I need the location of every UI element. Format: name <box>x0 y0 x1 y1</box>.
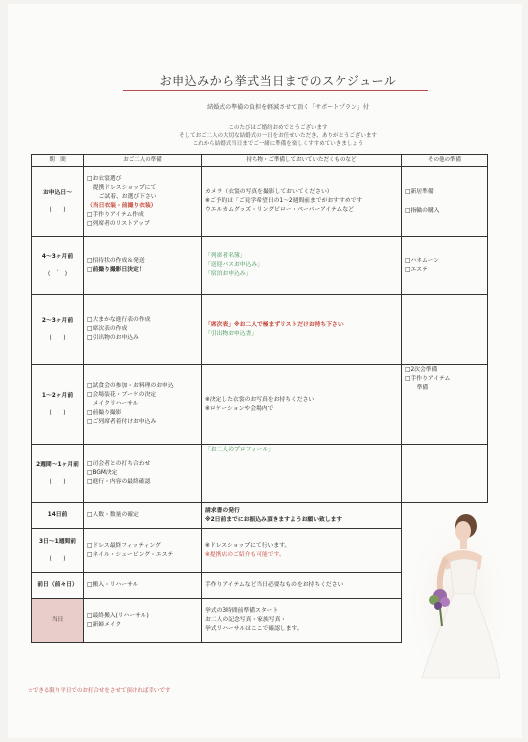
prep-item: □司会者との打ち合わせ <box>87 461 151 467</box>
items-line: ウエルカムグッズ・リングピロー・ペーパーアイテムなど <box>205 207 354 213</box>
title-underline <box>123 90 428 91</box>
period-date-blank: ( ) <box>49 478 66 485</box>
other-cell <box>402 365 488 445</box>
items-cell <box>202 167 402 237</box>
prep-item: □試食会の参加・お料理のお申込 <box>87 383 174 389</box>
prep-item: □搬入・リハーサル <box>87 582 139 588</box>
items-line: 挙式の3時間前準備スタート <box>205 608 279 614</box>
header-items: 持ち物・ご準備しておいていただくものなど <box>202 155 402 167</box>
period-label: 2週間～1ヶ月前 <box>36 461 79 468</box>
items-line: ※2日前までにお振込み頂きますようお願い致します <box>205 516 343 523</box>
period-label: 14日前 <box>47 512 68 518</box>
prep-item: □前撮り撮影日決定！ <box>87 266 145 273</box>
other-cell <box>402 295 488 365</box>
period-label: お申込日～ <box>43 189 72 196</box>
table-header-row <box>32 155 488 167</box>
other-cell <box>402 167 488 237</box>
prep-cell <box>84 445 202 503</box>
form-name: 「お二人のプロフィール」 <box>205 447 274 453</box>
intro-line: そしておご二人の大切な結婚式の一日をお任せいただき、ありがとうございます <box>179 133 377 139</box>
items-cell <box>202 445 402 503</box>
period-date-blank: ( ) <box>49 409 66 416</box>
items-line: お二人の記念写真・家族写真・ <box>205 617 287 623</box>
prep-item: □招待状の作成＆発送 <box>87 257 145 264</box>
prep-item: □前撮り撮影 <box>87 410 122 416</box>
period-cell <box>32 529 84 573</box>
period-cell <box>32 237 84 295</box>
items-line: ※ロケーションや会場内で <box>205 405 274 412</box>
prep-cell <box>84 573 202 599</box>
prep-item: □進行・内容の最終確認 <box>87 479 151 485</box>
other-cell <box>402 445 488 503</box>
items-cell <box>202 529 402 573</box>
period-date-blank: ( ) <box>49 555 66 562</box>
other-item: □2次会準備 <box>405 367 438 373</box>
prep-item: □大まかな進行表の作成 <box>87 317 151 323</box>
other-item: □手作りアイテム <box>405 376 451 382</box>
other-item: 準備 <box>405 385 429 391</box>
period-label: 当日 <box>51 617 64 623</box>
prep-item: □人数・数量の確定 <box>87 512 139 518</box>
table-row <box>32 445 488 503</box>
bride-illustration <box>408 500 508 680</box>
prep-item: □ドレス最終フィッティング <box>87 542 161 549</box>
footnote: ☆できる限り平日でのお打合せをさせて頂ければ幸いです <box>28 688 171 694</box>
prep-cell <box>84 237 202 295</box>
period-cell <box>32 167 84 237</box>
prep-item: □お衣裳選び <box>87 175 122 182</box>
table-row <box>32 237 488 295</box>
period-cell <box>32 503 84 529</box>
items-cell <box>202 599 402 643</box>
intro-text <box>128 124 428 148</box>
prep-item: メイクリハーサル <box>87 401 139 407</box>
other-item: □エステ <box>405 266 428 273</box>
prep-item-highlight: （当日衣装・前撮り衣装） <box>87 202 157 209</box>
period-cell <box>32 365 84 445</box>
prep-cell <box>84 503 202 529</box>
items-cell <box>202 237 402 295</box>
other-item: □指輪の購入 <box>405 207 440 214</box>
prep-cell <box>84 529 202 573</box>
period-cell <box>32 295 84 365</box>
items-line-highlight: ※提携店のご紹介も可能です。 <box>205 551 285 558</box>
period-date-blank: ( ´ ) <box>47 270 67 277</box>
other-cell <box>402 237 488 295</box>
prep-item: □引出物のお申込み <box>87 335 139 341</box>
prep-item: 提携ドレスショップにて <box>87 184 157 191</box>
period-label: 前日（前々日） <box>37 582 78 588</box>
period-cell <box>32 573 84 599</box>
form-name: 「宿泊お申込み」 <box>205 271 252 277</box>
items-cell <box>202 503 402 529</box>
period-cell-today <box>32 599 84 643</box>
page-title: お申込みから挙式当日までのスケジュール <box>159 74 397 88</box>
prep-item: ご試着、お選び下さい <box>87 193 157 200</box>
period-label: 2～3ヶ月前 <box>41 317 74 324</box>
items-line: 請求書の発行 <box>205 507 240 514</box>
items-cell <box>202 295 402 365</box>
form-name: 「送迎バスお申込み」 <box>205 262 263 268</box>
prep-cell <box>84 599 202 643</box>
items-cell <box>202 573 402 599</box>
header-period: 期 間 <box>32 155 84 167</box>
period-label: 4～3ヶ月前 <box>41 253 74 260</box>
period-date-blank: ( ) <box>49 334 66 341</box>
prep-cell <box>84 365 202 445</box>
prep-item: □最終搬入(リハーサル) <box>87 612 149 619</box>
prep-item: □新婦メイク <box>87 621 122 628</box>
items-line: ※ご予約は「ご見学希望日の1～2週間前までがおすすめです <box>205 198 363 204</box>
prep-cell <box>84 167 202 237</box>
page-subtitle: 結婚式の準備の負担を軽減させて頂く「サポートプラン」付 <box>207 104 369 111</box>
period-label: 1～2ヶ月前 <box>41 392 74 399</box>
items-line: ※ドレスショップにて行います。 <box>205 542 291 549</box>
prep-item: □ネイル・シェービング・エステ <box>87 551 174 558</box>
items-cell <box>202 365 402 445</box>
period-label: 3日～1週間前 <box>38 538 77 545</box>
prep-item: □BGM決定 <box>87 470 118 476</box>
items-line: カメラ（衣裳の写真を撮影しておいてください） <box>205 189 333 195</box>
items-line: 手作りアイテムなど当日必要なものをお持ちください <box>205 582 344 588</box>
table-row <box>32 295 488 365</box>
intro-line: これから結婚式当日までご一緒に準備を楽しくすすめていきましょう <box>192 141 364 147</box>
prep-item: □会場装花・ブーケの決定 <box>87 392 157 398</box>
items-line: 挙式リハーサルはここで確認します。 <box>205 626 303 632</box>
prep-item: □手作りアイテム作成 <box>87 211 144 218</box>
other-item: □ハネムーン <box>405 257 440 264</box>
prep-item: □ご列席者着付けお申込み <box>87 419 157 425</box>
other-item: □新居準備 <box>405 188 434 195</box>
table-row <box>32 167 488 237</box>
form-name-highlight: 「席次表」※お二人で極まずリストだけお持ち下さい <box>205 321 344 328</box>
prep-item: □席次表の作成 <box>87 326 128 332</box>
header-other: その他の準備 <box>402 155 488 167</box>
prep-cell <box>84 295 202 365</box>
form-name: 「列席者名簿」 <box>205 253 246 259</box>
form-name: 「引出物お申込書」 <box>205 330 258 337</box>
prep-item: □列席者のリストアップ <box>87 220 150 227</box>
items-line: ※決定した衣裳のお写真をお持ちください <box>205 396 315 403</box>
header-prep: おご二人の準備 <box>84 155 202 167</box>
intro-line: このたびはご婚約おめでとうございます <box>228 125 328 131</box>
period-date-blank: ( ) <box>49 206 66 213</box>
table-row <box>32 365 488 445</box>
period-cell <box>32 445 84 503</box>
